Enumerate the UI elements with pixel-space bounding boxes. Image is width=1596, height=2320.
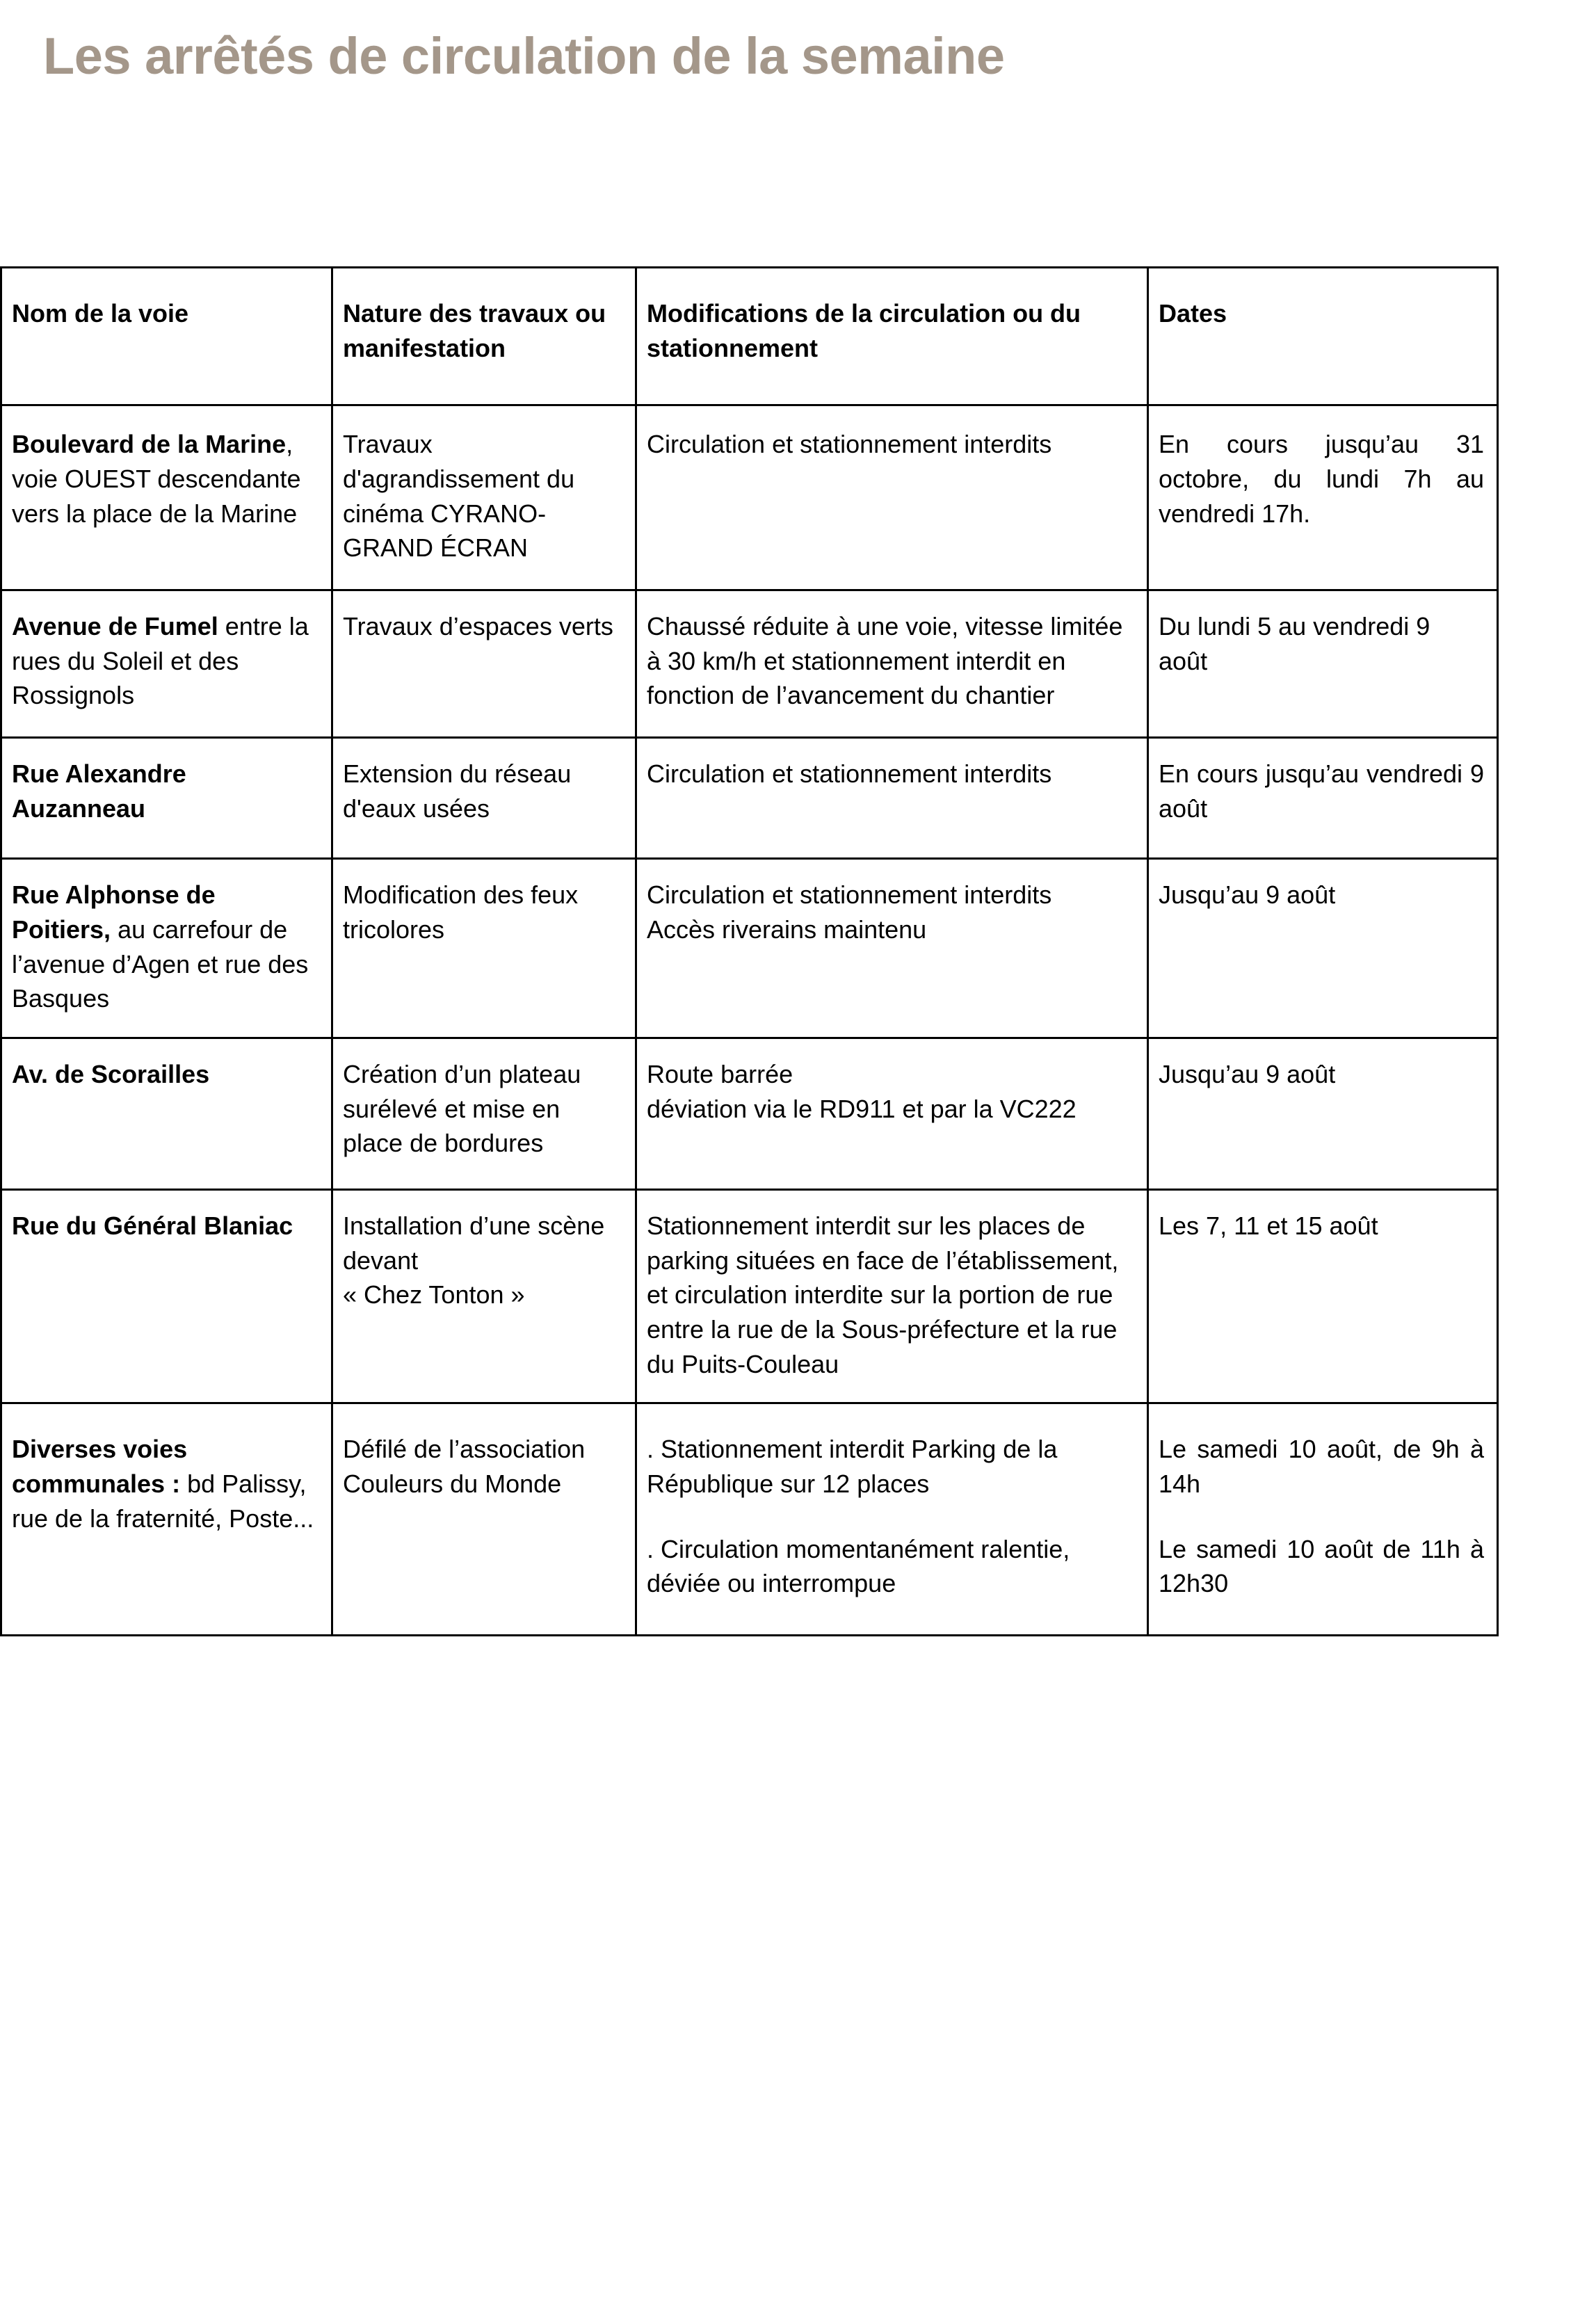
cell-nature bbox=[332, 1190, 636, 1403]
column-header-nom-de-la-voie: Nom de la voie bbox=[1, 268, 332, 405]
cell-nature: Modification des feux tricolores bbox=[332, 859, 636, 1038]
dates-line: Le samedi 10 août, de 9h à 14h bbox=[1159, 1435, 1484, 1499]
cell-voie bbox=[1, 1403, 332, 1636]
voie-name: Rue Alphonse de Poitiers, bbox=[12, 880, 216, 944]
voie-name: Avenue de Fumel bbox=[12, 612, 218, 641]
modification-line: Accès riverains maintenu bbox=[647, 915, 927, 944]
dates-text: En cours jusqu’au vendredi 9 août bbox=[1159, 759, 1484, 823]
voie-name: Diverses voies communales : bbox=[12, 1435, 188, 1499]
table-row bbox=[1, 405, 1498, 590]
cell-dates: Jusqu’au 9 août bbox=[1148, 1038, 1498, 1190]
modification-line: Route barrée bbox=[647, 1060, 793, 1089]
voie-name: Av. de Scorailles bbox=[12, 1060, 210, 1089]
road-closures-table bbox=[0, 266, 1499, 1636]
cell-modifications: Circulation et stationnement interdits bbox=[636, 738, 1148, 859]
cell-dates: Les 7, 11 et 15 août bbox=[1148, 1190, 1498, 1403]
cell-voie bbox=[1, 590, 332, 738]
cell-nature: Défilé de l’association Couleurs du Monde bbox=[332, 1403, 636, 1636]
cell-nature: Extension du réseau d'eaux usées bbox=[332, 738, 636, 859]
cell-modifications: Chaussé réduite à une voie, vitesse limitée à 30 km/h et stationnement interdit en fonction de l’avancement du chantier bbox=[636, 590, 1148, 738]
table-row bbox=[1, 738, 1498, 859]
voie-detail: entre la rues du Soleil et des Rossignols bbox=[12, 612, 309, 710]
column-header-dates: Dates bbox=[1148, 268, 1498, 405]
paragraph-spacer bbox=[1159, 1501, 1484, 1532]
cell-modifications bbox=[636, 1038, 1148, 1190]
cell-voie bbox=[1, 1190, 332, 1403]
column-header-nature-des-travaux: Nature des travaux ou manifestation bbox=[332, 268, 636, 405]
table-header-row bbox=[1, 268, 1498, 405]
table-row bbox=[1, 1403, 1498, 1636]
cell-voie bbox=[1, 1038, 332, 1190]
cell-dates bbox=[1148, 405, 1498, 590]
modification-line: . Stationnement interdit Parking de la République sur 12 places bbox=[647, 1435, 1058, 1499]
voie-detail: bd Palissy, rue de la fraternité, Poste... bbox=[12, 1469, 314, 1533]
voie-name: Rue du Général Blaniac bbox=[12, 1211, 293, 1241]
page-title: Les arrêtés de circulation de la semaine bbox=[43, 27, 1005, 85]
voie-detail: , voie OUEST descendante vers la place de la Marine bbox=[12, 430, 301, 528]
cell-modifications: Stationnement interdit sur les places de parking situées en face de l’établissement, et circulation interdite sur la portion de rue entre la rue de la Sous-préfecture et la rue du Puits-Couleau bbox=[636, 1190, 1148, 1403]
cell-modifications bbox=[636, 1403, 1148, 1636]
voie-name: Boulevard de la Marine bbox=[12, 430, 287, 459]
cell-voie bbox=[1, 405, 332, 590]
voie-name: Rue Alexandre Auzanneau bbox=[12, 759, 186, 823]
cell-nature: Création d’un plateau surélevé et mise en place de bordures bbox=[332, 1038, 636, 1190]
modification-line: déviation via le RD911 et par la VC222 bbox=[647, 1094, 1077, 1123]
nature-line: Installation d’une scène devant bbox=[343, 1211, 605, 1275]
table-row bbox=[1, 1038, 1498, 1190]
cell-nature: Travaux d'agrandissement du cinéma CYRANO-GRAND ÉCRAN bbox=[332, 405, 636, 590]
cell-dates: Jusqu’au 9 août bbox=[1148, 859, 1498, 1038]
dates-text: En cours jusqu’au 31 octobre, du lundi 7h au vendredi 17h. bbox=[1159, 430, 1484, 528]
cell-dates: Du lundi 5 au vendredi 9 août bbox=[1148, 590, 1498, 738]
table-row bbox=[1, 1190, 1498, 1403]
cell-dates bbox=[1148, 738, 1498, 859]
cell-nature: Travaux d’espaces verts bbox=[332, 590, 636, 738]
voie-detail: au carrefour de l’avenue d’Agen et rue des Basques bbox=[12, 915, 309, 1013]
paragraph-spacer bbox=[647, 1501, 1134, 1532]
nature-line: « Chez Tonton » bbox=[343, 1280, 525, 1310]
modification-line: . Circulation momentanément ralentie, déviée ou interrompue bbox=[647, 1534, 1070, 1598]
table-row bbox=[1, 859, 1498, 1038]
table-row bbox=[1, 590, 1498, 738]
modification-line: Circulation et stationnement interdits bbox=[647, 880, 1052, 910]
cell-voie bbox=[1, 738, 332, 859]
cell-dates bbox=[1148, 1403, 1498, 1636]
dates-line: Le samedi 10 août de 11h à 12h30 bbox=[1159, 1534, 1484, 1598]
cell-modifications: Circulation et stationnement interdits bbox=[636, 405, 1148, 590]
cell-voie bbox=[1, 859, 332, 1038]
column-header-modifications: Modifications de la circulation ou du stationnement bbox=[636, 268, 1148, 405]
cell-modifications bbox=[636, 859, 1148, 1038]
